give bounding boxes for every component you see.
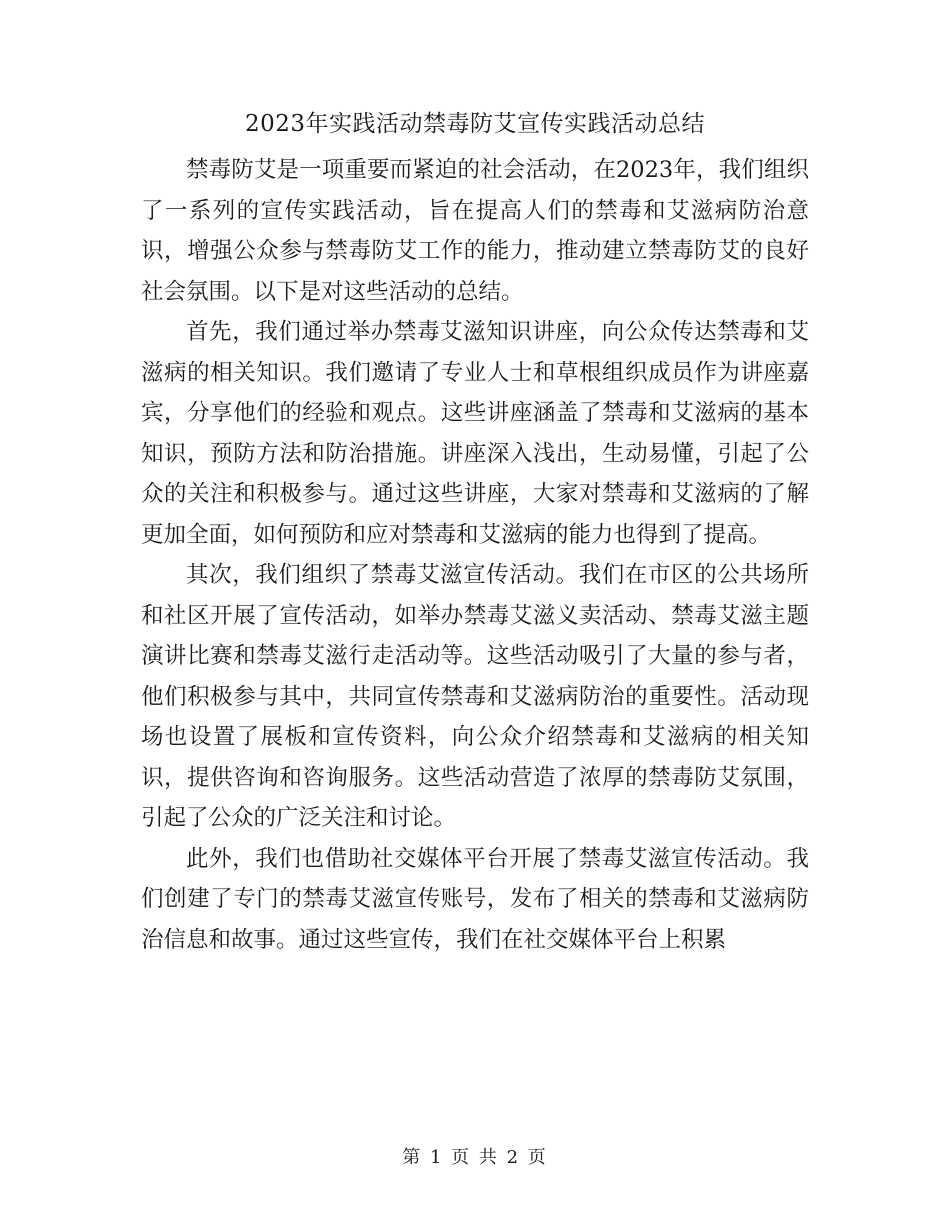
document-title: 2023年实践活动禁毒防艾宣传实践活动总结 — [244, 111, 706, 137]
page-footer: 第 1 页 共 2 页 — [402, 1147, 548, 1168]
paragraph-social-media: 此外，我们也借助社交媒体平台开展了禁毒艾滋宣传活动。我们创建了专门的禁毒艾滋宣传账号，发布了相关的禁毒和艾滋病防治信息和故事。通过这些宣传，我们在社交媒体平台上积累 — [141, 845, 809, 953]
paragraph-lectures: 首先，我们通过举办禁毒艾滋知识讲座，向公众传达禁毒和艾滋病的相关知识。我们邀请了专业人士和草根组织成员作为讲座嘉宾，分享他们的经验和观点。这些讲座涵盖了禁毒和艾滋病的基本知识，预防方法和防治措施。讲座深入浅出，生动易懂，引起了公众的关注和积极参与。通过这些讲座，大家对禁毒和艾滋病的了解更加全面，如何预防和应对禁毒和艾滋病的能力也得到了提高。 — [141, 319, 809, 548]
document-body — [141, 150, 809, 960]
paragraph-campaigns: 其次，我们组织了禁毒艾滋宣传活动。我们在市区的公共场所和社区开展了宣传活动，如举办禁毒艾滋义卖活动、禁毒艾滋主题演讲比赛和禁毒艾滋行走活动等。这些活动吸引了大量的参与者，他们积极参与其中，共同宣传禁毒和艾滋病防治的重要性。活动现场也设置了展板和宣传资料，向公众介绍禁毒和艾滋病的相关知识，提供咨询和咨询服务。这些活动营造了浓厚的禁毒防艾氛围，引起了公众的广泛关注和讨论。 — [141, 562, 809, 831]
paragraph-intro: 禁毒防艾是一项重要而紧迫的社会活动，在2023年，我们组织了一系列的宣传实践活动，旨在提高人们的禁毒和艾滋病防治意识，增强公众参与禁毒防艾工作的能力，推动建立禁毒防艾的良好社会氛围。以下是对这些活动的总结。 — [141, 157, 809, 305]
